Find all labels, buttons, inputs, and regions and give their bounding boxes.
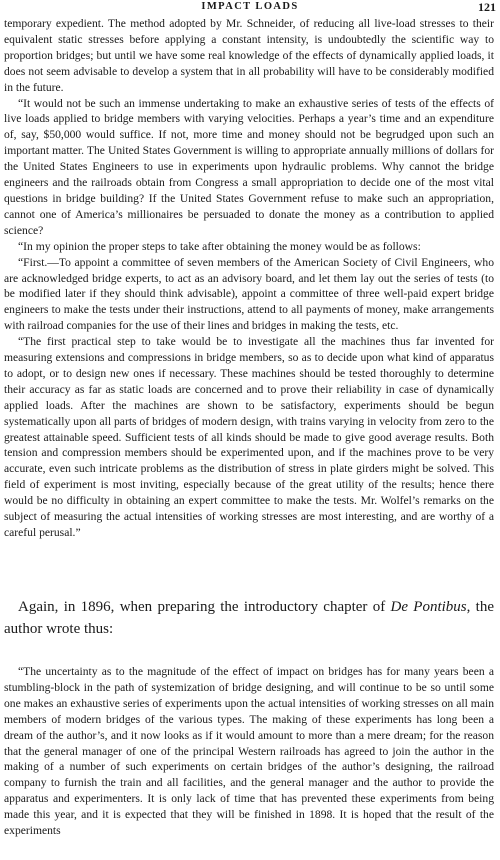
quote-paragraph: “It would not be such an immense undertaking to make an exhaustive series of tests of the effects of live loads applied to bridge members with varying velocities. Perhaps a year’s time and an expenditure of, say, $50,000 would suffice. If not, more time and money should not be begrudged upon such an important matter. The United States Government is willing to appropriate annually millions of dollars for the United States Engineers to use in experiments upon hydraulic problems. Why cannot the bridge engineers and the railroads obtain from Congress a small appropriation to decide one of the most vital questions in bridge building? If the United States Government refuse to make such an appropriation, cannot one of America’s millionaires be persuaded to donate the money as a contribution to applied science?: [4, 96, 494, 237]
quote-paragraph: “First.—To appoint a committee of seven members of the American Society of Civil Engineers, who are acknowledged bridge experts, to act as an advisory board, and let them lay out the series of tests (to be modified later if they should think advisable), appoint a committee of three well-paid expert bridge engineers to make the tests under their instructions, attend to all payments of money, make arrangements with railroad companies for the use of their lines and bridges in making the tests, etc.: [4, 255, 494, 333]
running-head: [0, 0, 500, 14]
page-number: 121: [478, 0, 496, 14]
book-title: De Pontibus: [390, 599, 467, 615]
quoted-passage: [4, 16, 494, 541]
quote-paragraph-continuation: temporary expedient. The method adopted by Mr. Schneider, of reducing all live-load stresses to their equivalent static stresses before applying a constant intensity, is undoubtedly the scientific way to proportion bridges; but until we have some real knowledge of the effects of dynamically applied loads, it does not seem advisable to develop a system that in all probability will have to be considerably modified in the future.: [4, 17, 494, 94]
quote-paragraph: “The first practical step to take would be to investigate all the machines thus far invented for measuring extensions and compressions in bridge members, so as to decide upon what kind of apparatus to adopt, or to design new ones if necessary. These machines should be tested thoroughly to determine their accuracy as far as static loads are concerned and to prove their reliability in case of dynamically applied loads. After the machines are shown to be satisfactory, experiments should be begun systematically upon all parts of bridges of modern design, with trains varying in velocity from zero to the greatest attainable speed. Sufficient tests of all kinds should be made to give good average results. Both tension and compression members should be experimented upon, and if the machines prove to be very accurate, even such intricate problems as the distribution of stress in plate girders might be solved. This field of experiment is most inviting, especially because of the great utility of the results; hence there would be no difficulty in obtaining an expert committee to make the tests. Mr. Wolfel’s remarks on the subject of measuring the actual intensities of working stresses are most interesting, and are worthy of a careful perusal.”: [4, 335, 494, 539]
intro-paragraph: [4, 596, 494, 640]
intro-text: Again, in 1896, when preparing the introductory chapter of: [18, 599, 391, 615]
running-title: IMPACT LOADS: [201, 1, 299, 12]
intro-text-end: , the author wrote thus:: [4, 599, 495, 637]
quote-paragraph: “In my opinion the proper steps to take after obtaining the money would be as follows:: [18, 239, 421, 253]
second-quoted-passage: “The uncertainty as to the magnitude of the effect of impact on bridges has for many years been a stumbling-block in the path of systemization of bridge designing, and will continue to be so until some one makes an exhaustive series of experiments upon the actual intensities of working stresses on all main members of modern bridges of the various types. The making of these experiments has long been a dream of the author’s, and it now looks as if it would amount to more than a mere dream; for the reason that the general manager of one of the principal Western railroads has agreed to join the author in the making of a number of such experiments on certain bridges of the author’s designing, the railroad company to furnish the train and all facilities, and the general manager and the author to provide the apparatus and experimenters. It is only lack of time that has prevented these experiments from being made this year, and it is expected that they will be finished in 1898. It is hoped that the result of the experiments: [4, 665, 494, 838]
